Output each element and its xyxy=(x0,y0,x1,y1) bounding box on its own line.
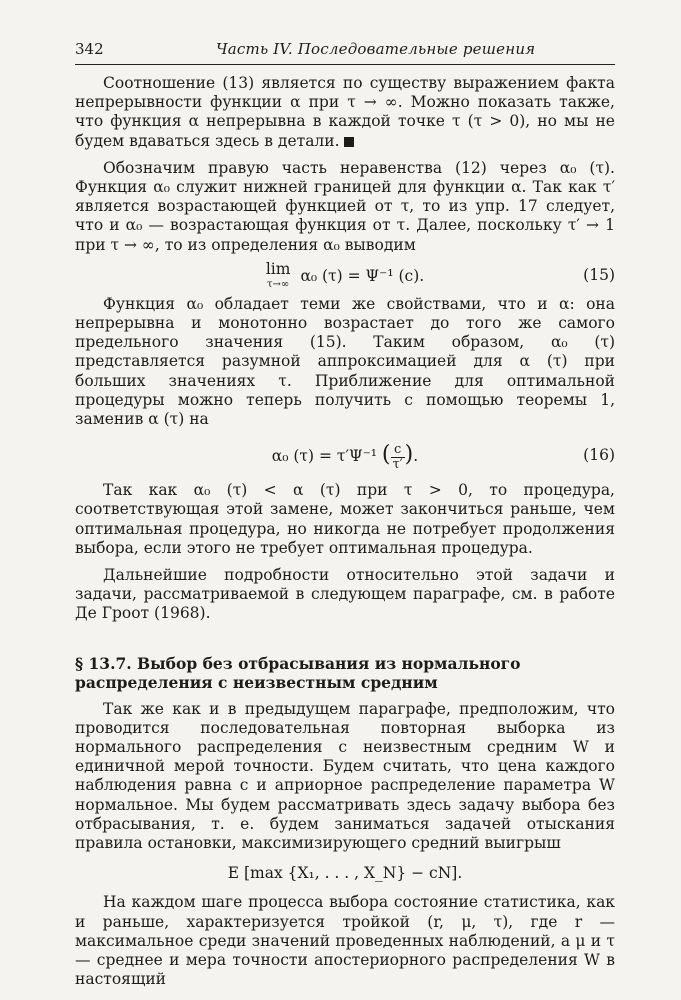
running-title: Часть IV. Последовательные решения xyxy=(216,40,536,58)
section-heading: § 13.7. Выбор без отбрасывания из нормального распределения с неизвестным средним xyxy=(75,653,521,692)
eq16-paren: ( xyxy=(381,442,391,468)
eq16-frac-den: τ′ xyxy=(392,456,403,472)
paragraph-state: На каждом шаге процесса выбора состояние статистика, как и раньше, характеризуется тройкой (r, μ, τ), где r — максимальное среди значений проведенных наблюдений, а μ и τ — среднее и мера точности апостериорного распределения W в настоящий xyxy=(75,893,615,989)
equation-number-16: (16) xyxy=(583,446,615,465)
eq16-frac-num: c xyxy=(391,443,405,458)
paragraph-continuity xyxy=(75,74,615,151)
eq15-lim-sub: τ→∞ xyxy=(267,278,290,290)
equation-number-15: (15) xyxy=(583,265,615,284)
eq16-tail: . xyxy=(413,447,419,466)
paragraph-approx: Функция α₀ обладает теми же свойствами, что и α: она непрерывна и монотонно возрастает до того же самого предельного значения (15). Таким образом, α₀ (τ) представляется разумной аппроксимацией для α (τ) при больших значениях τ. Приближение для оптимальной процедуры можно теперь получить с помощью теоремы 1, заменив α (τ) на xyxy=(75,294,615,429)
eq16-paren-close: ) xyxy=(404,442,414,468)
paragraph-reference: Дальнейшие подробности относительно этой задачи и задачи, рассматриваемой в следующем параграфе, см. в работе Де Гроот (1968). xyxy=(75,566,615,623)
equation-15 xyxy=(75,259,615,290)
end-of-proof-icon xyxy=(344,137,354,147)
page-header xyxy=(75,40,615,64)
paragraph-procedure: Так как α₀ (τ) < α (τ) при τ > 0, то процедура, соответствующая этой замене, может закончиться раньше, чем оптимальная процедура, но никогда не потребует продолжения выбора, если этого не требует оптимальная процедура. xyxy=(75,481,615,557)
eq15-lim: lim τ→∞ xyxy=(265,259,291,290)
eq16-frac xyxy=(391,443,405,472)
expectation-body: E [max {X₁, . . . , X_N} − cN]. xyxy=(227,864,463,883)
equation-expectation xyxy=(75,861,615,885)
header-rule xyxy=(75,64,615,65)
eq16-lhs: α₀ (τ) = τ′Ψ⁻¹ xyxy=(271,447,377,466)
eq15-body: α₀ (τ) = Ψ⁻¹ (c). xyxy=(300,266,425,285)
paragraph-normal-sampling: Так же как и в предыдущем параграфе, предположим, что проводится последовательная повторная выборка из нормального распределения с неизвестным средним W и единичной мерой точности. Будем считать, что цена каждого наблюдения равна c и априорное распределение параметра W нормальное. Мы будем рассматривать здесь задачу выбора без отбрасывания, т. е. будем заниматься задачей отыскания правила остановки, максимизирующего средний выигрыш xyxy=(75,699,615,853)
page-body xyxy=(75,74,615,989)
paragraph-text: Соотношение (13) является по существу выражением факта непрерывности функции α при τ → ∞. Можно показать также, что функция α непрерывна в каждой точке τ (τ > 0), но мы не будем вдаваться здесь в детали. xyxy=(75,74,615,150)
paragraph-alpha0: Обозначим правую часть неравенства (12) через α₀ (τ). Функция α₀ служит нижней границей для функции α. Так как τ′ является возрастающей функцией от τ, то из упр. 17 следует, что и α₀ — возрастающая функция от τ. Далее, поскольку τ′ → 1 при τ → ∞, то из определения α₀ выводим xyxy=(75,158,615,254)
equation-16 xyxy=(75,437,615,473)
page-number: 342 xyxy=(75,40,104,58)
